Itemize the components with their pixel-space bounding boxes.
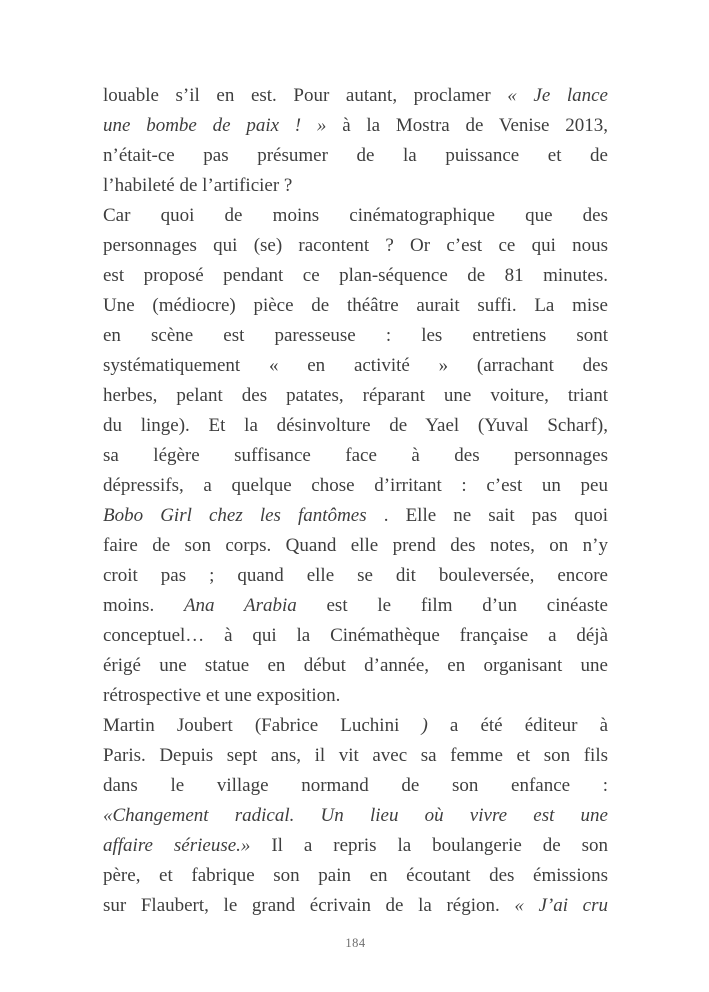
text-line: [103, 111, 608, 141]
text-line: [103, 531, 608, 561]
text-segment: Une (médiocre) pièce de théâtre aurait suffi. La mise: [103, 295, 608, 316]
text-line: [103, 831, 608, 861]
text-line: [103, 471, 608, 501]
italic-text-segment: Ana Arabia: [183, 595, 297, 616]
text-line: [103, 681, 608, 711]
text-segment: herbes, pelant des patates, réparant une voiture, triant: [103, 385, 608, 406]
italic-text-segment: « Je lance: [507, 85, 608, 106]
text-line: [103, 801, 608, 831]
text-line: [103, 261, 608, 291]
text-line: [103, 861, 608, 891]
italic-text-segment: Bobo Girl chez les fantômes: [103, 505, 367, 526]
italic-text-segment: ): [421, 715, 428, 736]
text-segment: louable s’il en est. Pour autant, proclamer: [103, 85, 508, 106]
text-segment: Martin Joubert (Fabrice Luchini: [103, 715, 422, 736]
page-number: 184: [345, 936, 366, 950]
text-line: [103, 171, 608, 201]
italic-text-segment: affaire sérieuse.»: [103, 835, 251, 856]
text-line: [103, 291, 608, 321]
text-segment: dans le village normand de son enfance :: [103, 775, 608, 796]
text-line: [103, 711, 608, 741]
italic-text-segment: «Changement radical. Un lieu où vivre est une: [103, 805, 608, 826]
text-segment: rétrospective et une exposition.: [103, 685, 341, 706]
text-line: [103, 561, 608, 591]
text-segment: systématiquement « en activité » (arrachant des: [103, 355, 608, 376]
text-line: [103, 81, 608, 111]
text-line: [103, 501, 608, 531]
text-line: [103, 201, 608, 231]
text-segment: n’était-ce pas présumer de la puissance et de: [103, 145, 608, 166]
text-block: [103, 81, 608, 921]
text-segment: du linge). Et la désinvolture de Yael (Yuval Scharf),: [103, 415, 608, 436]
text-segment: . Elle ne sait pas quoi: [366, 505, 608, 526]
text-line: [103, 411, 608, 441]
text-line: [103, 141, 608, 171]
text-segment: l’habileté de l’artificier ?: [103, 175, 293, 196]
text-segment: est le film d’un cinéaste: [296, 595, 608, 616]
text-segment: moins.: [103, 595, 184, 616]
text-segment: est proposé pendant ce plan-séquence de 81 minutes.: [103, 265, 608, 286]
text-segment: conceptuel… à qui la Cinémathèque française a déjà: [103, 625, 608, 646]
text-segment: faire de son corps. Quand elle prend des notes, on n’y: [103, 535, 608, 556]
italic-text-segment: une bombe de paix ! »: [103, 115, 327, 136]
text-line: [103, 621, 608, 651]
text-segment: Il a repris la boulangerie de son: [250, 835, 608, 856]
text-segment: sa légère suffisance face à des personnages: [103, 445, 608, 466]
text-line: [103, 231, 608, 261]
text-segment: père, et fabrique son pain en écoutant des émissions: [103, 865, 608, 886]
text-line: [103, 321, 608, 351]
text-segment: en scène est paresseuse : les entretiens sont: [103, 325, 608, 346]
text-line: [103, 771, 608, 801]
text-line: [103, 351, 608, 381]
text-line: [103, 891, 608, 921]
italic-text-segment: « J’ai cru: [514, 895, 608, 916]
text-segment: à la Mostra de Venise 2013,: [326, 115, 608, 136]
text-line: [103, 591, 608, 621]
text-segment: personnages qui (se) racontent ? Or c’est ce qui nous: [103, 235, 608, 256]
text-line: [103, 741, 608, 771]
text-segment: Car quoi de moins cinématographique que des: [103, 205, 608, 226]
text-segment: croit pas ; quand elle se dit bouleversée, encore: [103, 565, 608, 586]
text-line: [103, 651, 608, 681]
text-segment: a été éditeur à: [427, 715, 608, 736]
text-segment: érigé une statue en début d’année, en organisant une: [103, 655, 608, 676]
text-segment: Paris. Depuis sept ans, il vit avec sa femme et son fils: [103, 745, 608, 766]
text-segment: dépressifs, a quelque chose d’irritant : c’est un peu: [103, 475, 608, 496]
text-line: [103, 441, 608, 471]
text-segment: sur Flaubert, le grand écrivain de la région.: [103, 895, 515, 916]
text-line: [103, 381, 608, 411]
